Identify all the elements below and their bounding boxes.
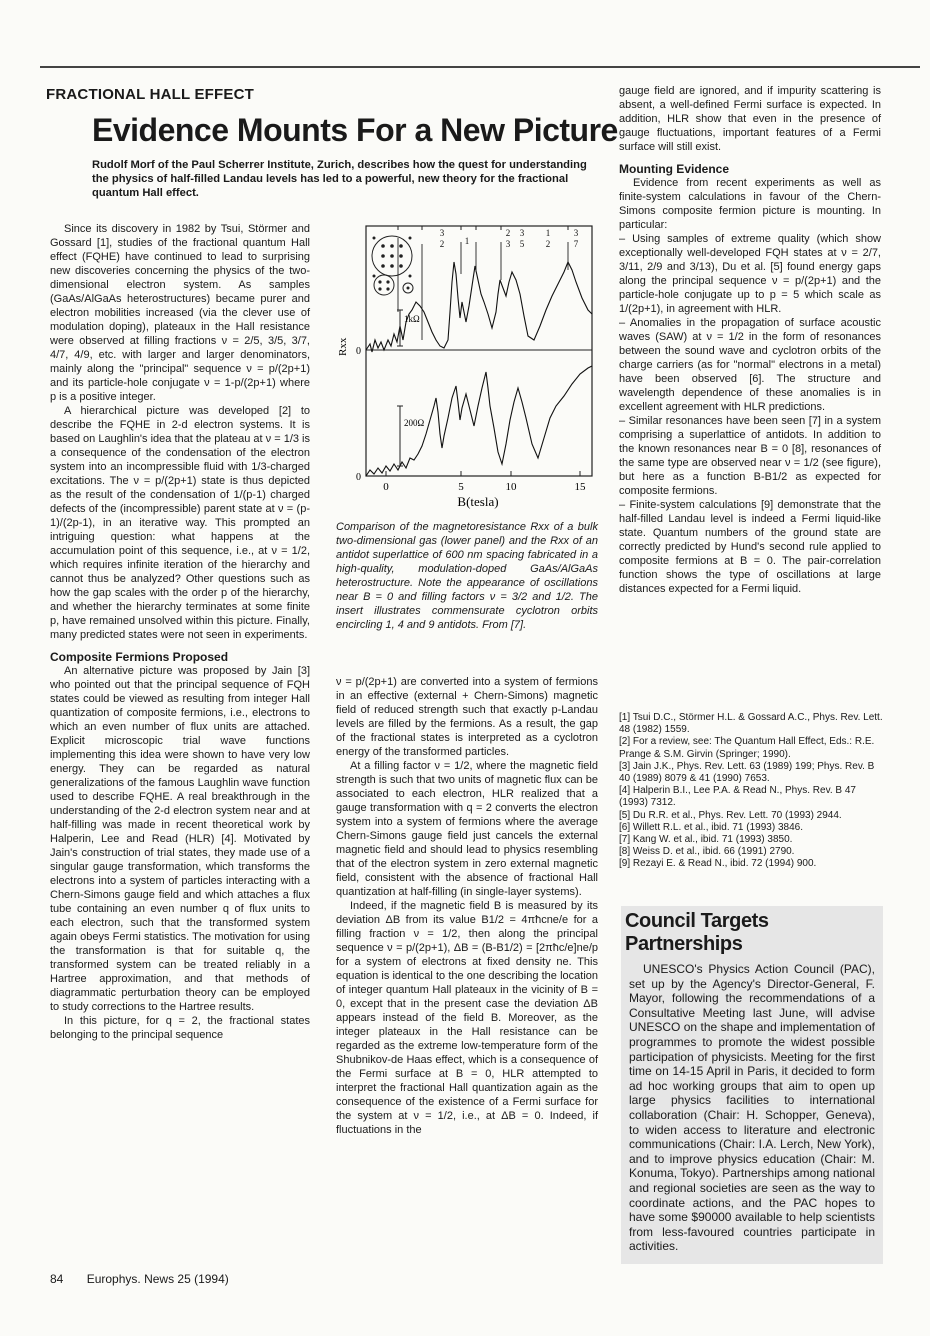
reference-item: [3] Jain J.K., Phys. Rev. Lett. 63 (1989) 199; Phys. Rev. B 40 (1989) 8079 & 41 (1990) 7653. [619, 760, 875, 785]
reference-item: [4] Halperin B.I., Lee P.A. & Read N., Phys. Rev. B 47 (1993) 7312. [619, 785, 856, 809]
reference-item: [5] Du R.R. et al., Phys. Rev. Lett. 70 (1993) 2944. [619, 809, 842, 821]
subheading: Mounting Evidence [619, 162, 730, 176]
box-title: Council Targets Partnerships [625, 910, 769, 955]
fraction-label-num: 1 [464, 236, 470, 246]
scale-lower-label: 200Ω [404, 418, 425, 428]
journal-citation: Europhys. News 25 (1994) [86, 1272, 229, 1286]
fraction-label-num: 3 [439, 228, 445, 238]
antidot-insert [372, 236, 413, 295]
paragraph: gauge field are ignored, and if impurity scattering is absent, a well-defined Fermi surface is expected. In addition, HLR show that even in the presence of gauge fluctuations, important features of a Fermi surface will still exist. [619, 85, 881, 153]
paragraph: – Using samples of extreme quality (which show exceptionally well-developed FQH states at ν = 2/7, 3/11, 2/9 and 3/13), Du et al. [5] found energy gaps along the principal sequence ν = p/(2p+1) and the particle-hole conjugate up to p = 5 which scale as 1/(2p+1), in agreement with HLR. [619, 233, 881, 315]
section-heading: FRACTIONAL HALL EFFECT [46, 86, 254, 103]
y-zero-lower: 0 [356, 472, 361, 483]
y-zero-upper: 0 [356, 346, 361, 357]
y-axis-label: Rxx [337, 337, 349, 356]
reference-item: [6] Willett R.L. et al., ibid. 71 (1993) 3846. [619, 821, 803, 833]
paragraph: ν = p/(2p+1) are converted into a system of fermions in an effective (external + Chern-Simons) magnetic field of reduced strength such that exactly p-Landau levels are filled by the fermions. As a result, the gap of the fractional states is interpreted as a cyclotron energy of the transformed particles. [336, 676, 598, 758]
paragraph: Since its discovery in 1982 by Tsui, Störmer and Gossard [1], studies of the fractional quantum Hall effect (FQHE) have continued to lead to surprising new discoveries concerning the physics of the two-dimensional electron system. As samples (GaAs/AlGaAs heterostructures) became purer and electron mobilities increased (via the clever use of modulation doping), plateaux in the Hall resistance were observed at filling fractions ν = 2/5, 3/5, 3/7, 4/7, 4/9, etc. with larger and larger denominators, mainly along the "principal" sequence ν = p/(2p+1) and its particle-hole conjugate ν = 1-p/(2p+1) where p is a positive integer. [50, 223, 310, 403]
reference-item: [8] Weiss D. et al., ibid. 66 (1991) 2790. [619, 846, 795, 858]
page-number: 84 [50, 1272, 64, 1286]
article-title: Evidence Mounts For a New Picture [92, 112, 618, 148]
fraction-label-num: 2 [505, 228, 511, 238]
subheading: Composite Fermions Proposed [50, 650, 229, 664]
paragraph: At a filling factor ν = 1/2, where the magnetic field strength is such that two units of magnetic flux can be associated to each electron, HLR realized that a gauge transformation with q = 2 converts the electron system into a system of fermions where the average Chern-Simons gauge field just cancels the external magnetic field and should lead to physics resembling that of the electron system in zero external magnetic field, consistent with the absence of fractional Hall quantization at half-filling (in single-layer systems). [336, 760, 598, 898]
reference-item: [1] Tsui D.C., Störmer H.L. & Gossard A.C., Phys. Rev. Lett. 48 (1982) 1559. [619, 712, 883, 736]
fraction-label-num: 3 [519, 228, 525, 238]
fraction-label-den: 3 [505, 239, 511, 249]
paragraph: – Finite-system calculations [9] demonstrate that the half-filled Landau level is indeed a Fermi liquid-like state. Quantum numbers of the ground state are correctly predicted by Hund's second rule applied to composite fermions at B = 0. The pair-correlation function shows the type of oscillations at large distances expected for a Fermi liquid. [619, 499, 881, 595]
reference-item: [2] For a review, see: The Quantum Hall Effect, Eds.: R.E. Prange & S.M. Girvin (Springer; 1990). [619, 736, 875, 760]
paragraph: In this picture, for q = 2, the fractional states belonging to the principal sequence [50, 1015, 310, 1041]
column-2 [336, 675, 598, 1137]
fraction-label-den: 2 [545, 239, 551, 249]
figure-caption: Comparison of the magnetoresistance Rxx of a bulk two-dimensional gas (lower panel) and the Rxx of an antidot superlattice of 600 nm spacing fabricated in a high-quality, modulation-doped GaAs/AlGaAs heterostructure. Note the appearance of oscillations near B = 0 and filling factors ν = 3/2 and 1/2. The insert illustrates commensurate cyclotron orbits encircling 1, 4 and 9 antidots. From [7]. [336, 521, 598, 631]
fraction-label-den: 7 [573, 239, 579, 249]
fraction-label-den: 2 [439, 239, 445, 249]
x-tick-label: 15 [574, 481, 586, 493]
x-axis-label: B(tesla) [457, 494, 499, 509]
x-tick-label: 10 [505, 481, 517, 493]
fraction-label-num: 3 [573, 228, 579, 238]
top-rule [40, 66, 920, 68]
reference-item: [7] Kang W. et al., ibid. 71 (1993) 3850. [619, 834, 793, 846]
paragraph: Evidence from recent experiments as well as finite-system calculations in favour of the Chern-Simons composite fermion picture is mounting. In particular: [619, 177, 881, 231]
news-box [621, 906, 883, 1264]
fraction-label-den: 5 [519, 239, 525, 249]
paragraph: Indeed, if the magnetic field B is measured by its deviation ΔB from its value B1/2 = 4πħcne/e for a filling fraction ν = 1/2, then along the principal sequence ν = p/(2p+1), ΔB = (B-B1/2) = [2πħc/e]ne/p for a system of electrons at fixed density ne. This equation is identical to the one describing the location of integer quantum Hall plateaux in the vicinity of B = 0, except that in the present case the deviation ΔB appears instead of the field B. Moreover, as the integer plateaux in the Hall resistance can be regarded as the extreme low-temperature form of the Shubnikov-de Haas effect, which is a consequence of the Fermi surface at B = 0, HLR attempted to interpret the fractional Hall quantization again as the consequence of the existence of a Fermi surface for the system at ν = 1/2, i.e., at ΔB = 0. Indeed, if fluctuations in the [336, 900, 598, 1136]
x-tick-label: 0 [383, 481, 389, 493]
article-subtitle: Rudolf Morf of the Paul Scherrer Institute, Zurich, describes how the quest for understanding the physics of half-filled Landau levels has led to a powerful, new theory for the fractional quantum Hall effect. [92, 159, 587, 199]
column-1 [50, 222, 310, 1042]
reference-item: [9] Rezayi E. & Read N., ibid. 72 (1994) 900. [619, 858, 817, 870]
scale-upper-label: 1kΩ [404, 314, 420, 324]
x-tick-label: 5 [458, 481, 464, 493]
magnetoresistance-figure [336, 222, 598, 512]
paragraph: – Similar resonances have been seen [7] in a system comprising a superlattice of antidots. In addition to the known resonances near B = 0 [8], resonances of the same type are observed near ν = 1/2 (see figure), but here as a function B-B1/2 as expected for composite fermions. [619, 415, 881, 497]
page-footer [50, 1272, 229, 1286]
paragraph: An alternative picture was proposed by Jain [3] who pointed out that the principal sequence of FQH states could be viewed as resulting from integer Hall quantization of composite fermions, i.e., electrons to which an even number of flux units are attached. Explicit microscopic trial wave functions implementing this idea were shown to have very low energy. They can be regarded as natural generalizations of the famous Laughlin wave function used to describe FQHE. A real breakthrough in the understanding of the 2-d electron system near and at half-filling was made in recent theoretical work by Halperin, Lee and Read (HLR) [4]. Motivated by Jain's construction of trial states, they made use of a singular gauge transformation, which transforms the electrons into a system of particles interacting with a Chern-Simons gauge field and which attaches a flux tube containing an even number q of flux units to each electron, such that the transformed system again obeys Fermi statistics. The motivation for using the transformation is that for suitable q, the transformed system can be treated reliably in a Hartree approximation, and that methods of diagrammatic perturbation theory can be employed to study corrections to the Hartree results. [50, 665, 310, 1013]
references-list [619, 712, 883, 871]
fraction-label-num: 1 [545, 228, 551, 238]
paragraph: – Anomalies in the propagation of surface acoustic waves (SAW) at ν = 1/2 in the form of resonances between the sound wave and cyclotron orbits of the charge carriers (as for "normal" electrons in a metal) have been observed [6]. The structure and wavelength dependence of these anomalies is in excellent agreement with HLR predictions. [619, 317, 881, 413]
paragraph: A hierarchical picture was developed [2] to describe the FQHE in 2-d electron systems. It is based on Laughlin's idea that the plateau at ν = 1/3 is a consequence of the condensation of the electron system into an incompressible fluid with 1/3-charged excitations. The ν = p/(2p+1) state is thus depicted as the result of the condensation of 1/(p-1) charged defects of the (incompressible) parent state at ν = (p-1)/(2p-1), in an iterative way. This prompted an intriguing question: what happens at the accumulation point of this sequence, i.e., at ν = 1/2, which requires infinite iteration of the hierarchy and cannot thus be analyzed? Other questions such as how the gap scales with the order p of the hierarchy, and whether the hierarchy terminates at some finite p, have remained unsolved within this picture. Finally, many predicted states were not seen in experiments. [50, 405, 310, 641]
column-3 [619, 84, 881, 596]
box-text: UNESCO's Physics Action Council (PAC), set up by the Agency's Director-General, F. Mayor, following the recommendations of a Consultative Meeting last June, will advise UNESCO on the shape and implementation of programmes to promote the widest possible participation of physicists. Meeting for the first time on 14-15 April in Paris, it decided to form ad hoc working groups that aim to open up large physics facilities to international collaboration (Chair: H. Schopper, Geneva), to widen access to literature and electronic communications (Chair: I.A. Lerch, New York), and to improve physics education (Chair: M. Konuma, Tokyo). Partnerships among national and regional societies are seen as the way to coordinate actions, and the PAC hopes to have some $90000 available to help scientists from less-favoured countries participate in activities. [629, 962, 875, 1254]
